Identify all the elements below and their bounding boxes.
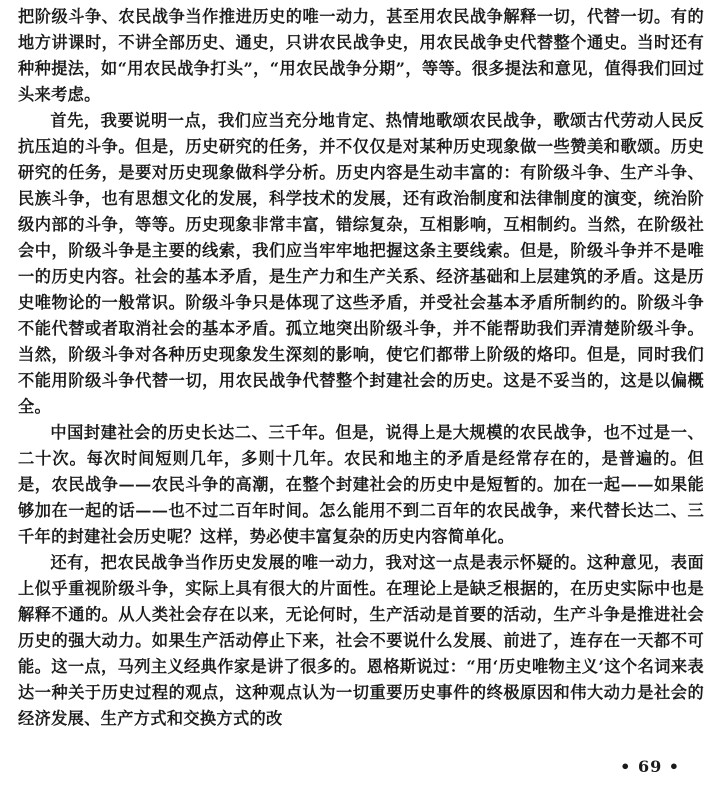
page-number: • 69 • (620, 757, 680, 776)
paragraph-1: 把阶级斗争、农民战争当作推进历史的唯一动力，甚至用农民战争解释一切，代替一切。有的地方讲课时，不讲全部历史、通史，只讲农民战争史，用农民战争史代替整个通史。当时还有种种提法，如“用农民战争打头”，“用农民战争分期”，等等。很多提法和意见，值得我们回过头来考虑。 (18, 7, 704, 104)
paragraph-3: 中国封建社会的历史长达二、三千年。但是，说得上是大规模的农民战争，也不过是一、二十次。每次时间短则几年，多则十几年。农民和地主的矛盾是经常存在的，是普遍的。但是，农民战争——农民斗争的高潮，在整个封建社会的历史中是短暂的。加在一起——如果能够加在一起的话——也不过二百年时间。怎么能用不到二百年的农民战争，来代替长达二、三千年的封建社会历史呢？这样，势必使丰富复杂的历史内容简单化。 (18, 423, 704, 546)
paragraph-2: 首先，我要说明一点，我们应当充分地肯定、热情地歌颂农民战争，歌颂古代劳动人民反抗压迫的斗争。但是，历史研究的任务，并不仅仅是对某种历史现象做一些赞美和歌颂。历史研究的任务，是要对历史现象做科学分析。历史内容是生动丰富的：有阶级斗争、生产斗争、民族斗争，也有思想文化的发展，科学技术的发展，还有政治制度和法律制度的演变，统治阶级内部的斗争，等等。历史现象非常丰富，错综复杂，互相影响，互相制约。当然，在阶级社会中，阶级斗争是主要的线索，我们应当牢牢地把握这条主要线索。但是，阶级斗争并不是唯一的历史内容。社会的基本矛盾，是生产力和生产关系、经济基础和上层建筑的矛盾。这是历史唯物论的一般常识。阶级斗争只是体现了这些矛盾，并受社会基本矛盾所制约的。阶级斗争不能代替或者取消社会的基本矛盾。孤立地突出阶级斗争，并不能帮助我们弄清楚阶级斗争。当然，阶级斗争对各种历史现象发生深刻的影响，使它们都带上阶级的烙印。但是，同时我们不能用阶级斗争代替一切，用农民战争代替整个封建社会的历史。这是不妥当的，这是以偏概全。 (18, 111, 704, 416)
text-body (18, 4, 704, 732)
paragraph-4: 还有，把农民战争当作历史发展的唯一动力，我对这一点是表示怀疑的。这种意见，表面上似乎重视阶级斗争，实际上具有很大的片面性。在理论上是缺乏根据的，在历史实际中也是解释不通的。从人类社会存在以来，无论何时，生产活动是首要的活动，生产斗争是推进社会历史的强大动力。如果生产活动停止下来，社会不要说什么发展、前进了，连存在一天都不可能。这一点，马列主义经典作家是讲了很多的。恩格斯说过：“用‘历史唯物主义’这个名词来表达一种关于历史过程的观点，这种观点认为一切重要历史事件的终极原因和伟大动力是社会的经济发展、生产方式和交换方式的改 (18, 553, 704, 728)
